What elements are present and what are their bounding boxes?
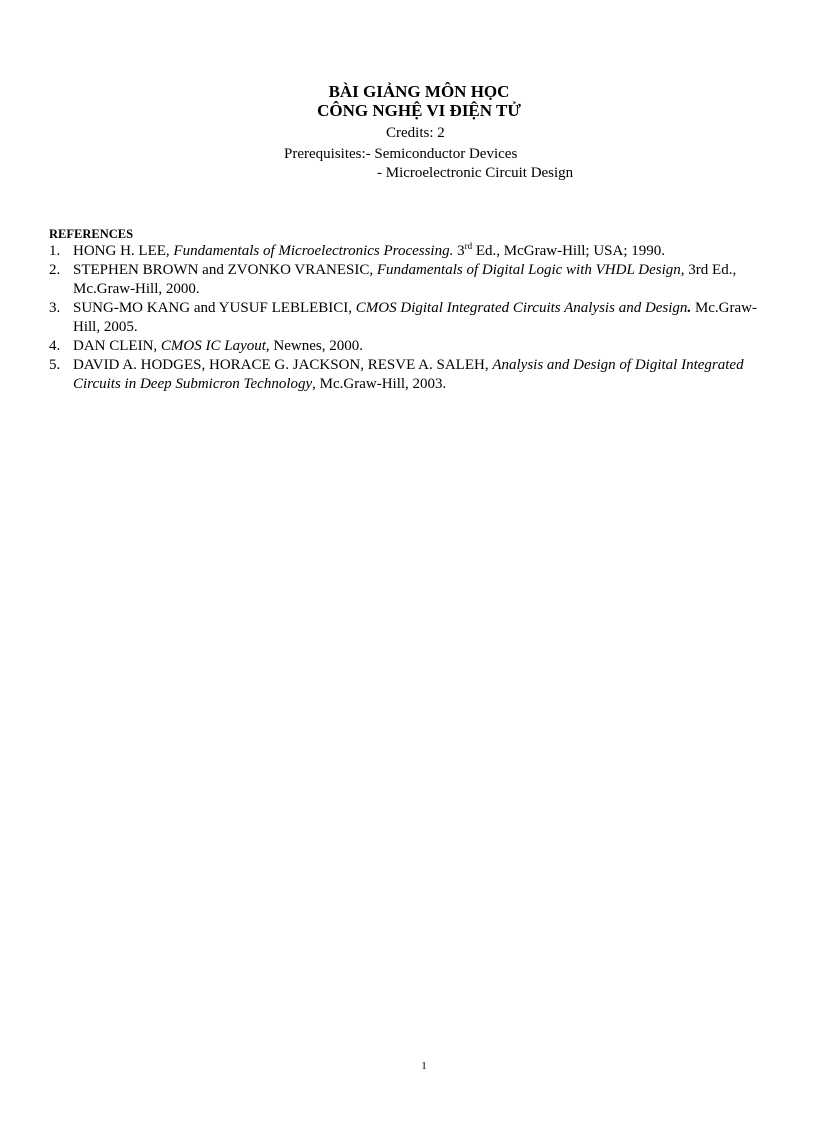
- reference-authors: SUNG-MO KANG and YUSUF LEBLEBICI,: [73, 300, 356, 316]
- reference-item: [49, 261, 779, 299]
- title-line-1: BÀI GIẢNG MÔN HỌC: [328, 82, 510, 101]
- page-number: 1: [421, 1060, 427, 1072]
- reference-authors: HONG H. LEE,: [73, 243, 174, 259]
- prerequisite-item-1: - Semiconductor Devices: [365, 146, 518, 162]
- reference-number: 5.: [49, 357, 61, 373]
- reference-item: [49, 242, 779, 261]
- reference-number: 2.: [49, 262, 61, 278]
- title-line-2: CÔNG NGHỆ VI ĐIỆN TỬ: [317, 101, 521, 120]
- prerequisites: [284, 145, 517, 163]
- reference-number: 3.: [49, 300, 61, 316]
- reference-edition-suffix: rd: [464, 241, 473, 251]
- reference-authors: DAVID A. HODGES, HORACE G. JACKSON, RESVE A. SALEH,: [73, 357, 493, 373]
- prerequisite-item-2: - Microelectronic Circuit Design: [377, 165, 574, 181]
- course-title: [0, 82, 816, 120]
- reference-title-end: .: [687, 300, 692, 316]
- reference-publisher: , Mc.Graw-Hill, 2003.: [312, 376, 447, 392]
- reference-item: [49, 337, 779, 356]
- reference-title: Fundamentals of Digital Logic with VHDL Design: [376, 262, 681, 278]
- references-heading: REFERENCES: [49, 227, 134, 241]
- reference-title: Fundamentals of Microelectronics Processing.: [173, 243, 454, 259]
- reference-number: 1.: [49, 243, 61, 259]
- reference-publisher: Ed., McGraw-Hill; USA; 1990.: [472, 243, 666, 259]
- prerequisites-label: Prerequisites:: [284, 146, 366, 162]
- reference-authors: STEPHEN BROWN and ZVONKO VRANESIC,: [73, 262, 377, 278]
- reference-item: [49, 299, 779, 337]
- reference-number: 4.: [49, 338, 61, 354]
- reference-list: [49, 242, 779, 394]
- reference-edition-number: 3: [453, 243, 465, 259]
- reference-title: CMOS Digital Integrated Circuits Analysis and Design: [355, 300, 688, 316]
- credits: Credits: 2: [386, 125, 445, 141]
- reference-publisher: Mc.Graw-Hill, 2005.: [73, 300, 757, 335]
- reference-publisher: , 3rd Ed., Mc.Graw-Hill, 2000.: [73, 262, 737, 297]
- reference-authors: DAN CLEIN: [73, 338, 154, 354]
- reference-publisher: , Newnes, 2000.: [265, 338, 363, 354]
- reference-title: , CMOS IC Layout: [153, 338, 266, 354]
- reference-title: Analysis and Design of Digital Integrated Circuits in Deep Submicron Technology: [73, 357, 744, 392]
- reference-item: [49, 356, 779, 394]
